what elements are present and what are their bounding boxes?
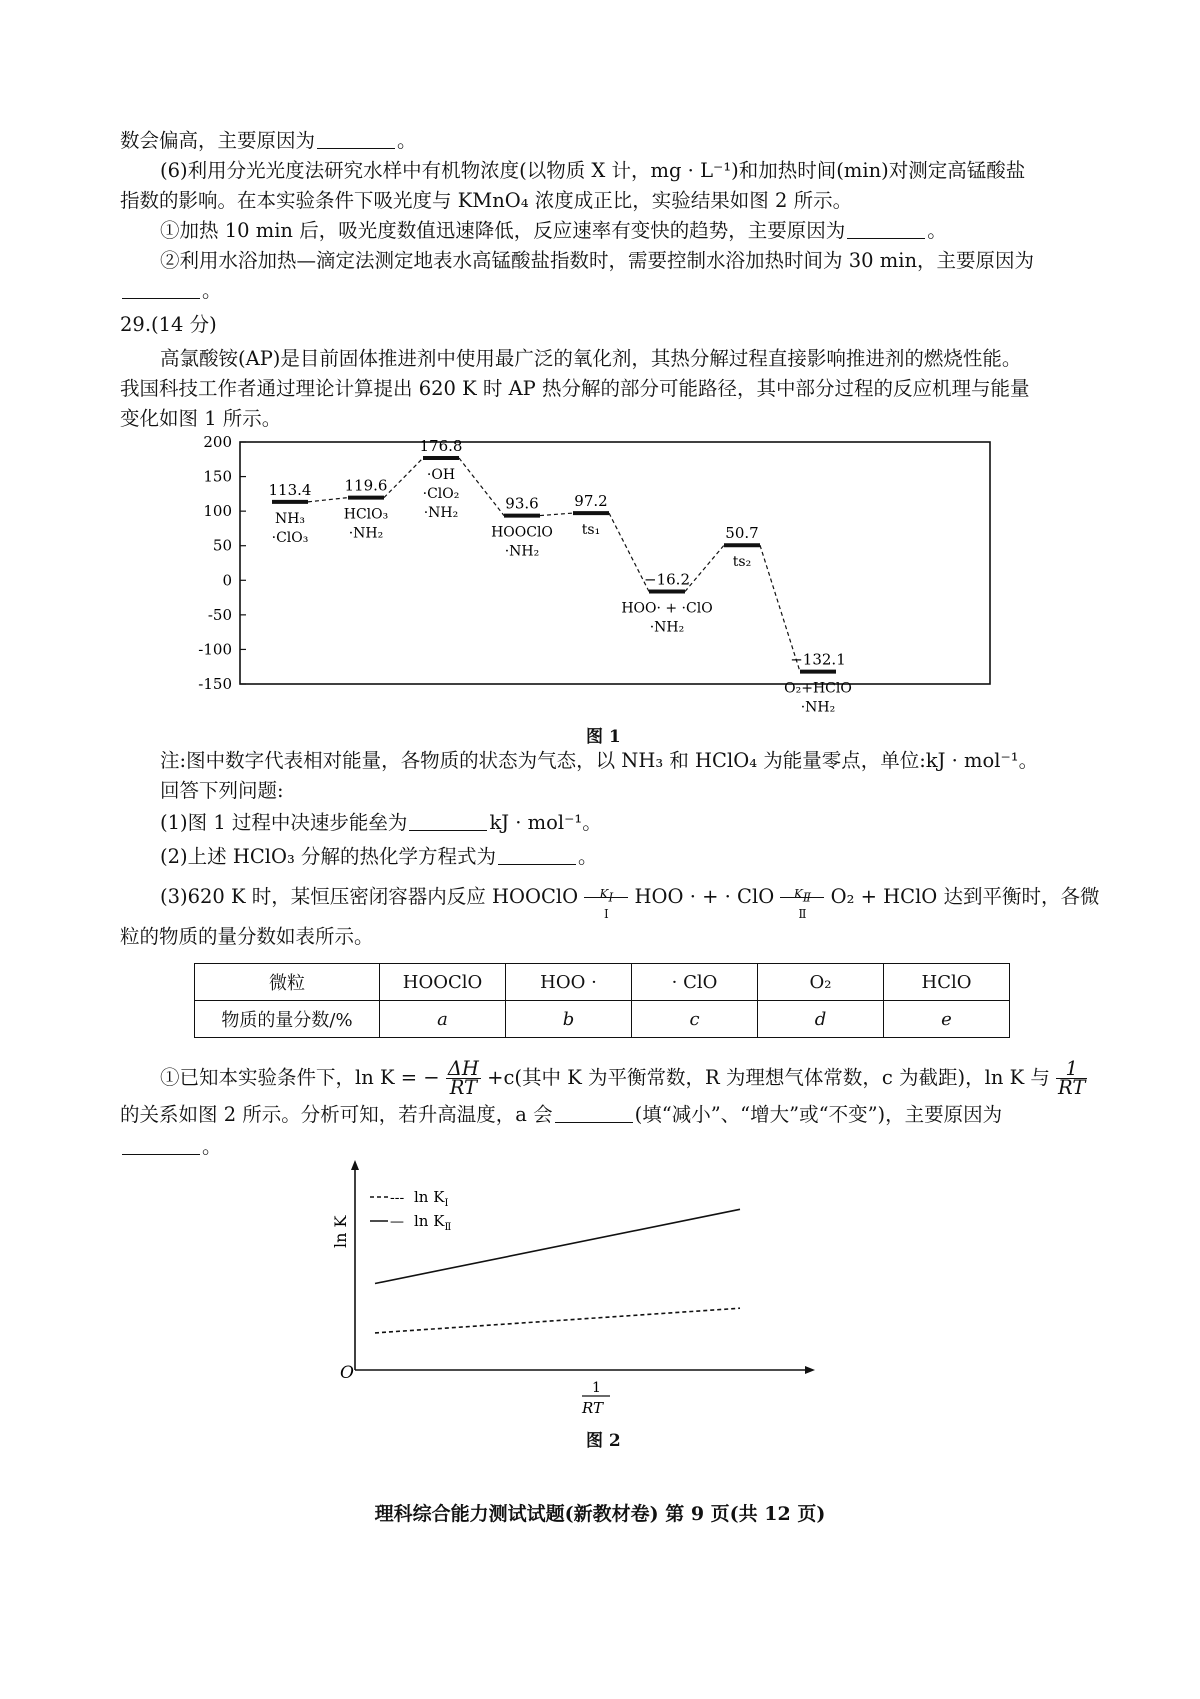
- subquestion-3-1-cont: 的关系如图 2 所示。分析可知，若升高温度，a 会 (填“减小”、“增大”或“不变”)，主要原因为: [120, 1103, 1003, 1126]
- table-value: a: [380, 1001, 506, 1038]
- species-label: HClO₃: [343, 506, 389, 523]
- paragraph-line-2: 我国科技工作者通过理论计算提出 620 K 时 AP 热分解的部分可能路径，其中部分过程的反应机理与能量: [120, 377, 1030, 400]
- answer-blank[interactable]: [409, 810, 487, 831]
- x-axis-arrow: [805, 1366, 815, 1374]
- paragraph-line-1: 高氯酸铵(AP)是目前固体推进剂中使用最广泛的氧化剂，其热分解过程直接影响推进剂的燃烧性能。: [160, 347, 1022, 370]
- figure-1-caption: 图 1: [586, 727, 621, 747]
- connector-line: [308, 498, 348, 502]
- subquestion-3: (3)620 K 时，某恒压密闭容器内反应 HOOClO $K_Ⅰ$ Ⅰ HOO · + · ClO $K_Ⅱ$ Ⅱ O₂ + HClO 达到平衡时，各微: [160, 882, 1120, 913]
- text-line-5: ②利用水浴加热—滴定法测定地表水高锰酸盐指数时，需要控制水浴加热时间为 30 min，主要原因为: [160, 249, 1034, 272]
- species-label: O₂+HClO: [784, 680, 852, 697]
- species-label: ts₁: [581, 522, 601, 539]
- table-row: [195, 964, 1010, 1001]
- species-label: HOO· + ·ClO: [621, 600, 713, 617]
- origin-label: O: [340, 1363, 354, 1383]
- table-species: HClO: [884, 964, 1010, 1001]
- subquestion-3-1-end: 。: [120, 1132, 1080, 1162]
- y-tick-label: 0: [222, 571, 232, 590]
- species-label: ·OH: [426, 467, 456, 484]
- species-label: ·NH₂: [649, 619, 685, 636]
- connector-line: [685, 545, 724, 591]
- table-species: HOO ·: [506, 964, 632, 1001]
- species-label: ·NH₂: [800, 699, 836, 716]
- y-tick-label: -100: [198, 640, 232, 659]
- species-label: ·NH₂: [348, 525, 384, 542]
- answer-blank[interactable]: [317, 128, 395, 149]
- connector-line: [540, 513, 573, 515]
- subquestion-3-1: ①已知本实验条件下，ln K = − $\frac{\Delta H}{RT}$ +c(其中 K 为平衡常数，R 为理想气体常数，c 为截距)，ln K 与 $\frac{1}{RT}$: [160, 1057, 1086, 1099]
- text-line-3: 指数的影响。在本实验条件下吸光度与 KMnO₄ 浓度成正比，实验结果如图 2 所示。: [120, 189, 853, 212]
- species-label: NH₃: [274, 510, 306, 527]
- species-label: ·NH₂: [423, 505, 459, 522]
- subquestion-3-cont: 粒的物质的量分数如表所示。: [120, 925, 374, 948]
- answer-blank[interactable]: [498, 844, 576, 865]
- page-footer: 理科综合能力测试试题(新教材卷) 第 9 页(共 12 页): [374, 1503, 826, 1525]
- lnk-vs-1rt-chart: [320, 1160, 840, 1420]
- legend-series-2: $\ln K_Ⅱ$: [414, 1212, 452, 1233]
- energy-value-label: 50.7: [725, 524, 759, 543]
- fraction-dh-rt: $\frac{\Delta H}{RT}$: [447, 1057, 479, 1099]
- answer-prompt: 回答下列问题:: [160, 779, 284, 802]
- energy-profile-chart: [190, 436, 1000, 716]
- species-label: ·ClO₃: [271, 529, 309, 546]
- y-tick-label: 150: [203, 467, 232, 486]
- table-species: HOOClO: [380, 964, 506, 1001]
- energy-value-label: −16.2: [644, 570, 690, 589]
- equilibrium-arrow-2: $K_Ⅱ$ Ⅱ: [780, 883, 824, 913]
- energy-value-label: 176.8: [419, 437, 463, 456]
- legend: [390, 1188, 451, 1233]
- y-tick-label: 200: [203, 436, 232, 451]
- connector-line: [459, 458, 504, 516]
- energy-value-label: 97.2: [574, 492, 608, 511]
- table-header-label: 微粒: [195, 964, 380, 1001]
- energy-value-label: 93.6: [505, 494, 539, 513]
- y-tick-label: -150: [198, 675, 232, 693]
- x-axis-label-den: RT: [582, 1399, 604, 1417]
- y-tick-label: -50: [207, 605, 232, 624]
- species-label: ts₂: [732, 554, 752, 571]
- legend-series-1: $\ln K_Ⅰ$: [414, 1188, 449, 1209]
- connector-line: [384, 458, 423, 498]
- table-value: d: [758, 1001, 884, 1038]
- energy-value-label: 119.6: [344, 476, 388, 495]
- legend-solid-mark: —: [390, 1214, 404, 1230]
- species-label: HOOClO: [491, 524, 553, 541]
- answer-blank[interactable]: [555, 1102, 633, 1123]
- table-row-label: 物质的量分数/%: [195, 1001, 380, 1038]
- equilibrium-arrow-1: $K_Ⅰ$ Ⅰ: [584, 883, 628, 913]
- legend-dash-mark: ---: [390, 1190, 405, 1206]
- table-row: [195, 1001, 1010, 1038]
- figure-2-caption: 图 2: [586, 1431, 621, 1451]
- table-value: b: [506, 1001, 632, 1038]
- answer-blank[interactable]: [122, 278, 200, 299]
- y-tick-label: 50: [212, 536, 232, 555]
- y-axis-label: ln K: [331, 1215, 350, 1248]
- subquestion-2: (2)上述 HClO₃ 分解的热化学方程式为 。: [160, 845, 598, 868]
- table-value: c: [632, 1001, 758, 1038]
- species-label: ·ClO₂: [422, 486, 460, 503]
- y-tick-label: 100: [203, 502, 232, 521]
- species-label: ·NH₂: [504, 543, 540, 560]
- paragraph-line-3: 变化如图 1 所示。: [120, 407, 282, 430]
- energy-value-label: 113.4: [268, 480, 312, 499]
- subquestion-1: (1)图 1 过程中决速步能垒为 kJ · mol⁻¹。: [160, 811, 602, 834]
- connector-line: [609, 513, 649, 591]
- mole-fraction-table: [194, 963, 1010, 1038]
- text-line-2: (6)利用分光光度法研究水样中有机物浓度(以物质 X 计，mg · L⁻¹)和加热时间(min)对测定高锰酸盐: [160, 159, 1026, 182]
- note-line: 注:图中数字代表相对能量，各物质的状态为气态，以 NH₃ 和 HClO₄ 为能量零点，单位:kJ · mol⁻¹。: [160, 749, 1039, 772]
- fraction-1-rt: $\frac{1}{RT}$: [1058, 1057, 1086, 1099]
- table-value: e: [884, 1001, 1010, 1038]
- text-line-6: 。: [120, 276, 1080, 306]
- answer-blank[interactable]: [122, 1134, 200, 1155]
- text-line-1: 数会偏高，主要原因为 。: [120, 129, 417, 152]
- table-species: O₂: [758, 964, 884, 1001]
- table-species: · ClO: [632, 964, 758, 1001]
- y-axis-arrow: [351, 1160, 359, 1170]
- energy-value-label: −132.1: [790, 650, 846, 669]
- series-line-1: [375, 1308, 740, 1333]
- x-axis-label-num: 1: [592, 1380, 601, 1396]
- question-29-heading: 29.(14 分): [120, 313, 217, 336]
- text-line-4: ①加热 10 min 后，吸光度数值迅速降低，反应速率有变快的趋势，主要原因为 。: [160, 219, 947, 242]
- answer-blank[interactable]: [847, 218, 925, 239]
